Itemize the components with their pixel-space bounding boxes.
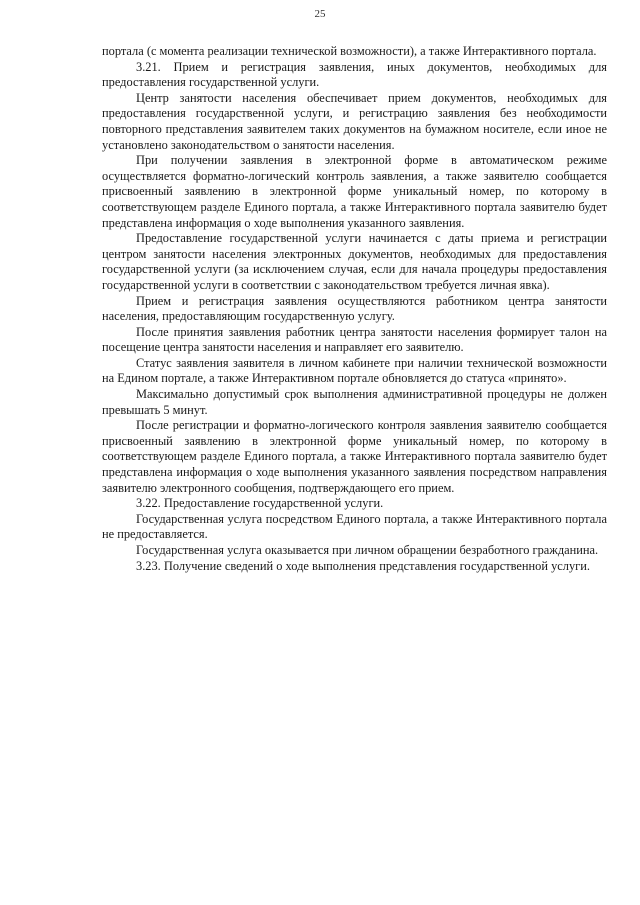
paragraph: Максимально допустимый срок выполнения административной процедуры не должен превышать 5 минут. [102, 387, 607, 417]
section-heading-3-22: 3.22. Предоставление государственной услуги. [136, 496, 384, 511]
paragraph: Статус заявления заявителя в личном кабинете при наличии технической возможности на Едином портале, а также Интерактивном портале обновляется до статуса «принято». [102, 355, 607, 386]
paragraph: После принятия заявления работник центра занятости населения формирует талон на посещение центра занятости населения и направляет его заявителю. [102, 324, 607, 355]
page-number: 25 [314, 8, 326, 20]
paragraph: Государственная услуга оказывается при личном обращении безработного гражданина. [136, 543, 599, 557]
paragraph: Государственная услуга посредством Единого портала, а также Интерактивного портала не предоставляется. [102, 511, 607, 542]
paragraph: Предоставление государственной услуги начинается с даты приема и регистрации центром занятости населения электронных документов, необходимых для предоставления государственной услуги (за исключением случая, если для начала процедуры предоставления государственной услуги в соответствии с законодательством требуется личная явка). [102, 231, 607, 292]
section-heading-3-21: 3.21. Прием и регистрация заявления, иных документов, необходимых для предоставления государственной услуги. [102, 59, 607, 90]
paragraph: После регистрации и форматно-логического контроля заявления заявителю сообщается присвоенный заявлению в электронной форме уникальный номер, по которому в соответствующем разделе Единого портала, а также Интерактивного портала заявителю будет представлена информация о ходе выполнения указанного заявления посредством направления заявителю электронного сообщения, подтверждающего его прием. [102, 418, 607, 495]
document-body [102, 44, 607, 574]
paragraph-continuation: портала (с момента реализации технической возможности), а также Интерактивного портала. [102, 44, 597, 58]
section-heading-3-23: 3.23. Получение сведений о ходе выполнения представления государственной услуги. [136, 558, 590, 573]
paragraph: Прием и регистрация заявления осуществляются работником центра занятости населения, предоставляющим государственную услугу. [102, 293, 607, 324]
paragraph: При получении заявления в электронной форме в автоматическом режиме осуществляется форматно-логический контроль заявления, а также заявителю сообщается присвоенный заявлению в электронной форме уникальный номер, по которому в соответствующем разделе Единого портала, а также Интерактивного портала заявителю будет представлена информация о ходе выполнения указанного заявления. [102, 153, 607, 230]
paragraph: Центр занятости населения обеспечивает прием документов, необходимых для предоставления государственной услуги, и регистрацию заявления без необходимости повторного представления заявителем таких документов на бумажном носителе, если иное не установлено законодательством о занятости населения. [102, 90, 607, 152]
